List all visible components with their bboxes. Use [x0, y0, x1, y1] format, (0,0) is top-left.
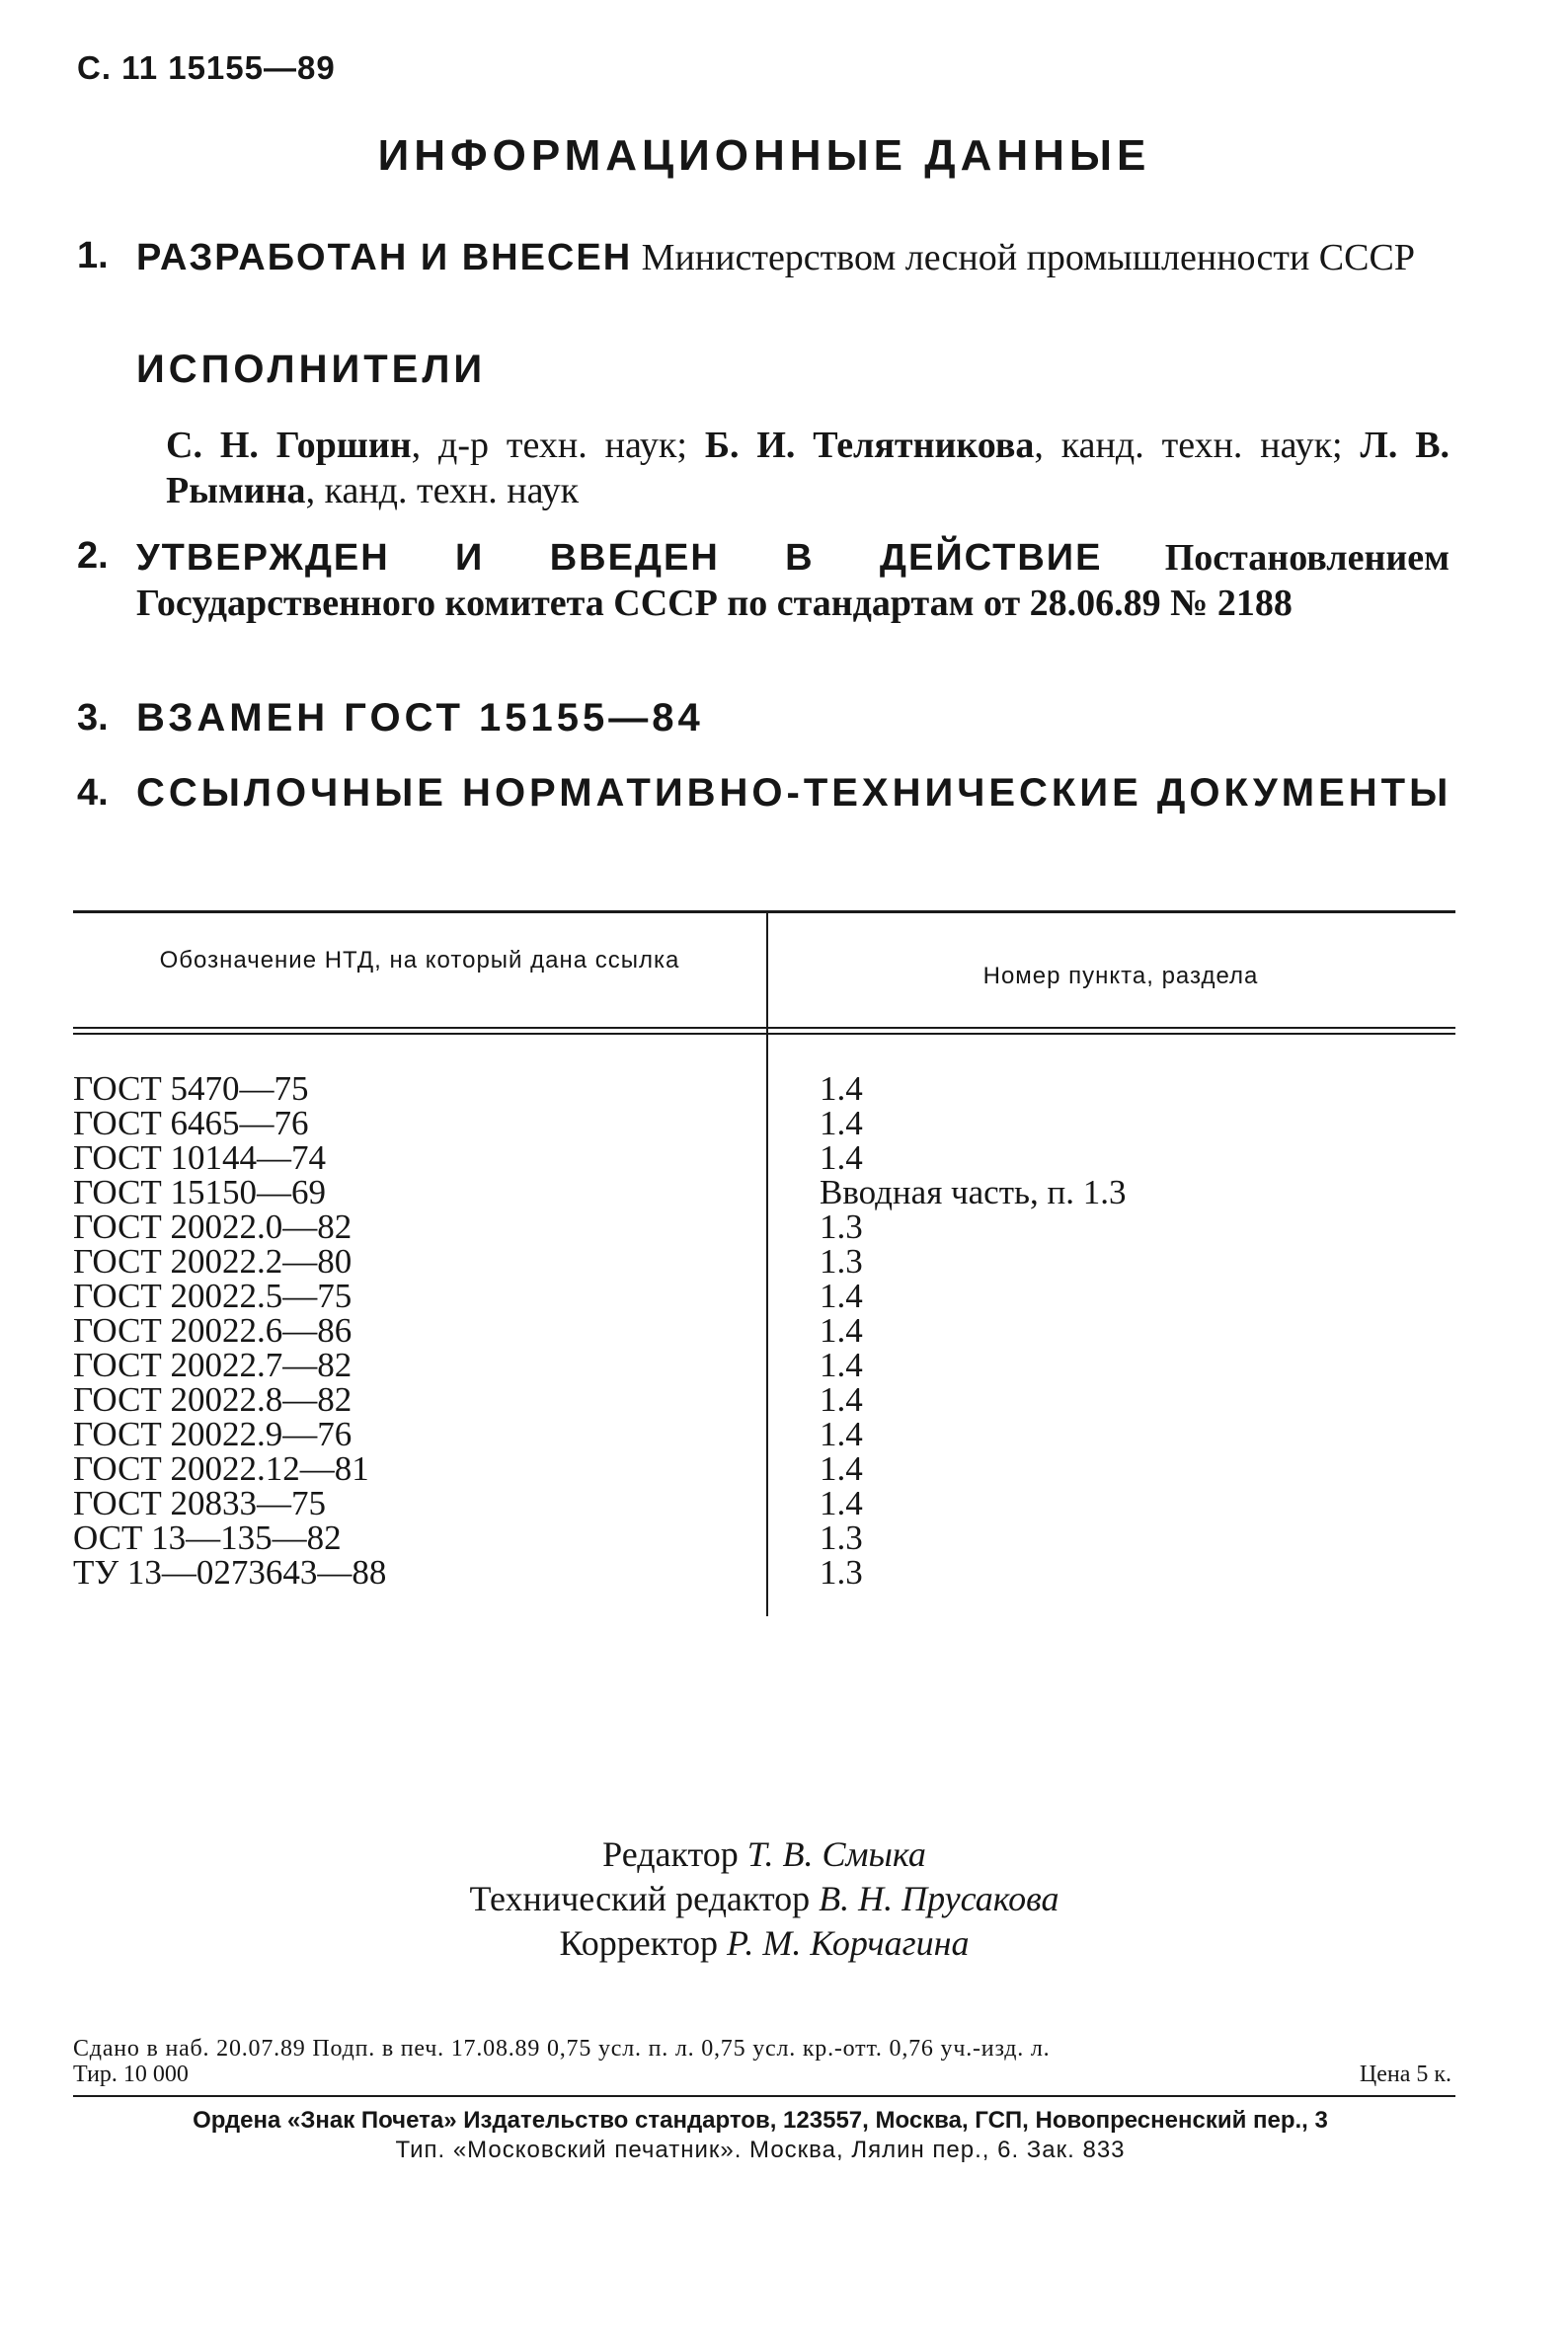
table-cell-clause: 1.4 [820, 1311, 863, 1350]
section-2-lead: УТВЕРЖДЕН И ВВЕДЕН В ДЕЙСТВИЕ [136, 537, 1103, 579]
table-cell-doc: ТУ 13—0273643—88 [73, 1553, 387, 1592]
table-cell-clause: 1.3 [820, 1553, 863, 1592]
table-cell-clause: 1.4 [820, 1380, 863, 1419]
section-1-number: 1. [77, 235, 109, 276]
table-cell-clause: 1.4 [820, 1415, 863, 1453]
credit-proofreader: Корректор Р. М. Корчагина [559, 1923, 970, 1963]
table-cell-clause: 1.4 [820, 1277, 863, 1315]
table-header-rule-2 [73, 1033, 1455, 1035]
section-2-text: Постановлением Государственного комитета СССР по стандартам от 28.06.89 № 2188 [136, 537, 1450, 624]
table-cell-doc: ГОСТ 15150—69 [73, 1173, 327, 1211]
table-top-rule [73, 910, 1455, 913]
executor-name: Л. В. Рымина [166, 425, 1450, 511]
table-cell-doc: ГОСТ 20022.9—76 [73, 1415, 353, 1453]
imprint-line: Сдано в наб. 20.07.89 Подп. в печ. 17.08.89 0,75 усл. п. л. 0,75 усл. кр.-отт. 0,76 уч.-изд. л. [73, 2036, 1051, 2062]
table-cell-clause: 1.3 [820, 1242, 863, 1281]
executor-degree: канд. техн. наук [324, 470, 580, 511]
section-1-lead: РАЗРАБОТАН И ВНЕСЕН [136, 237, 633, 278]
table-cell-clause: 1.4 [820, 1138, 863, 1177]
credit-editor: Редактор Т. В. Смыка [602, 1834, 926, 1874]
section-4-number: 4. [77, 772, 109, 814]
table-cell-clause: 1.4 [820, 1484, 863, 1522]
table-header-col2: Номер пункта, раздела [982, 963, 1259, 989]
section-1-text: Министерством лесной промышленности СССР [641, 237, 1415, 278]
executor-degree: канд. техн. наук [1060, 425, 1333, 466]
section-1 [136, 235, 1450, 280]
executor-degree: д-р техн. наук [438, 425, 677, 466]
table-cell-clause: 1.4 [820, 1346, 863, 1384]
section-3-lead: ВЗАМЕН ГОСТ 15155—84 [136, 696, 704, 740]
table-cell-doc: ОСТ 13—135—82 [73, 1518, 342, 1557]
table-header-col1: Обозначение НТД, на который дана ссылка [159, 947, 680, 973]
table-column-divider [766, 913, 768, 1616]
table-cell-doc: ГОСТ 20022.8—82 [73, 1380, 353, 1419]
table-cell-clause: 1.4 [820, 1449, 863, 1488]
table-cell-doc: ГОСТ 5470—75 [73, 1069, 309, 1108]
table-column-docs [73, 1071, 754, 1590]
table-header-rule [73, 1027, 1455, 1029]
publisher-line: Ордена «Знак Почета» Издательство стандартов, 123557, Москва, ГСП, Новопресненский пер., 3 [193, 2107, 1328, 2134]
section-2-number: 2. [77, 535, 109, 577]
printer-line: Тип. «Московский печатник». Москва, Лялин пер., 6. Зак. 833 [395, 2137, 1126, 2163]
executors-heading: ИСПОЛНИТЕЛИ [136, 348, 487, 391]
table-cell-doc: ГОСТ 20022.12—81 [73, 1449, 369, 1488]
imprint-rule [73, 2095, 1455, 2097]
credit-tech-editor: Технический редактор В. Н. Прусакова [469, 1879, 1059, 1918]
table-cell-clause: 1.4 [820, 1104, 863, 1142]
table-cell-doc: ГОСТ 20833—75 [73, 1484, 327, 1522]
table-cell-doc: ГОСТ 6465—76 [73, 1104, 309, 1142]
page-number: С. 11 15155—89 [77, 49, 336, 86]
imprint-print-run: Тир. 10 000 [73, 2062, 189, 2087]
table-cell-doc: ГОСТ 20022.5—75 [73, 1277, 353, 1315]
section-3-number: 3. [77, 697, 109, 739]
table-cell-clause: 1.4 [820, 1069, 863, 1108]
executors-list: С. Н. Горшин, д-р техн. наук; Б. И. Телятникова, канд. техн. наук; Л. В. Рымина, канд. техн. наук [166, 425, 1450, 511]
section-2 [136, 535, 1450, 626]
table-column-clauses [820, 1071, 1451, 1590]
table-cell-doc: ГОСТ 20022.6—86 [73, 1311, 353, 1350]
executor-name: Б. И. Телятникова [704, 425, 1035, 466]
page-title: ИНФОРМАЦИОННЫЕ ДАННЫЕ [377, 131, 1151, 180]
table-cell-doc: ГОСТ 20022.7—82 [73, 1346, 353, 1384]
table-cell-clause: 1.3 [820, 1207, 863, 1246]
executor-name: С. Н. Горшин [166, 425, 412, 466]
table-cell-doc: ГОСТ 20022.0—82 [73, 1207, 353, 1246]
table-cell-doc: ГОСТ 10144—74 [73, 1138, 327, 1177]
table-cell-doc: ГОСТ 20022.2—80 [73, 1242, 353, 1281]
table-cell-clause: Вводная часть, п. 1.3 [820, 1173, 1127, 1211]
table-cell-clause: 1.3 [820, 1518, 863, 1557]
section-4-lead: ССЫЛОЧНЫЕ НОРМАТИВНО-ТЕХНИЧЕСКИЕ ДОКУМЕНТЫ [136, 771, 1452, 815]
imprint-price: Цена 5 к. [1359, 2062, 1451, 2087]
credits [0, 1832, 1529, 1966]
